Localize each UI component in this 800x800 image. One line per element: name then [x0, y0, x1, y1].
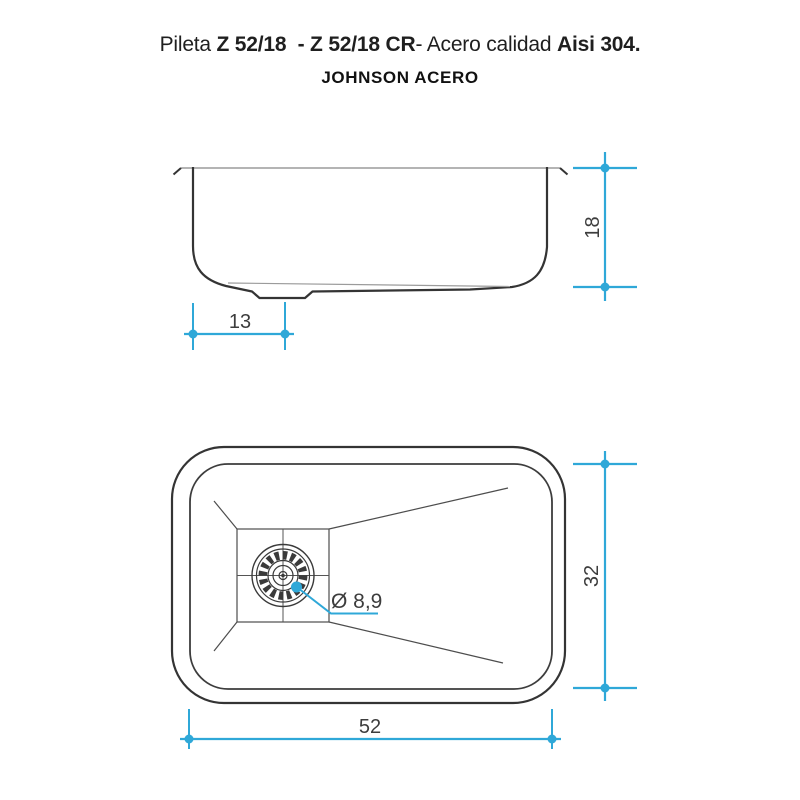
dim-52-dot-right	[548, 735, 557, 744]
side-view-bowl-profile	[193, 167, 547, 298]
side-view-right-rim-hook	[560, 168, 568, 175]
dim-32-dot-top	[601, 460, 610, 469]
title-model-codes: Z 52/18 - Z 52/18 CR	[216, 33, 416, 56]
dim-52-dot-left	[185, 735, 194, 744]
dim-drain-label: Ø 8,9	[331, 590, 383, 613]
dim-13-dot-left	[189, 330, 198, 339]
title-product-prefix: Pileta	[159, 33, 217, 56]
title-steel-grade: Aisi 304.	[556, 33, 641, 56]
top-view-inner-bowl	[190, 464, 552, 689]
side-view	[174, 167, 568, 298]
top-view-slope-edge-bottom-left	[214, 622, 237, 651]
dim-13-dot-right	[281, 330, 290, 339]
side-view-left-rim-hook	[174, 168, 182, 175]
top-view-slope-edge-top-left	[214, 501, 237, 529]
dim-18-label: 18	[582, 216, 604, 239]
dimension-top-depth	[573, 451, 637, 701]
drain-center-dot	[281, 574, 285, 578]
dimension-drain-offset	[184, 302, 294, 350]
drain	[237, 529, 329, 622]
top-view	[172, 447, 565, 703]
top-view-slope-edge-top-right	[329, 488, 508, 529]
dim-32-label: 32	[581, 564, 603, 588]
dim-18-dot-top	[601, 164, 610, 173]
brand-name: JOHNSON ACERO	[321, 68, 479, 87]
dimension-side-height	[573, 152, 637, 301]
dim-18-dot-bottom	[601, 283, 610, 292]
dim-52-label: 52	[358, 716, 382, 738]
title-material-text: - Acero calidad	[415, 33, 557, 56]
top-view-outer-rim	[172, 447, 565, 703]
top-view-slope-edge-bottom-right	[329, 622, 503, 663]
dimension-top-width	[180, 709, 561, 749]
side-view-bottom-inner-line	[228, 283, 510, 287]
dim-32-dot-bottom	[601, 684, 610, 693]
dim-13-label: 13	[228, 311, 252, 333]
